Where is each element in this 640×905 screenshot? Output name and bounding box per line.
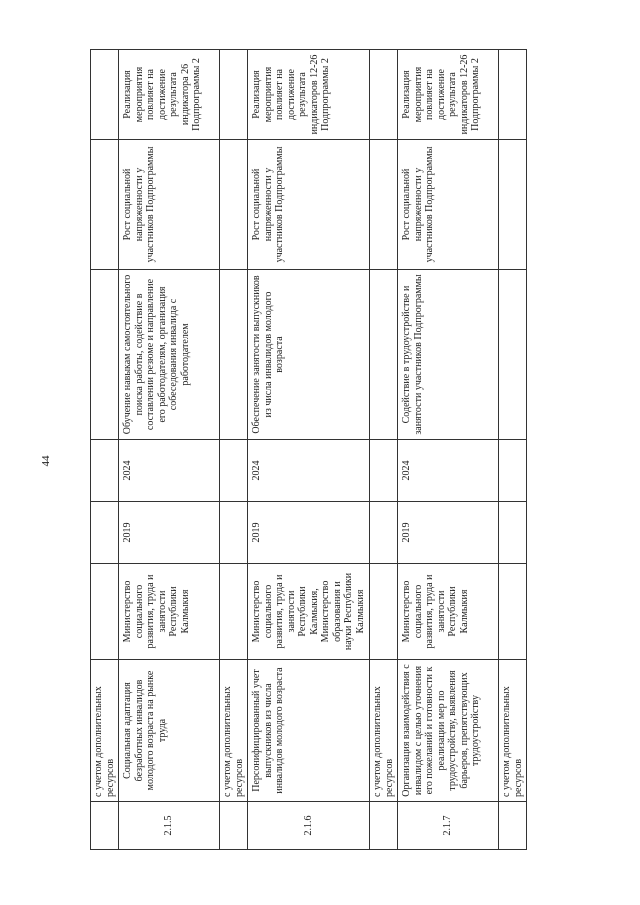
rotated-table-wrapper bbox=[90, 50, 550, 850]
executor-cell: Министерство социального развития, труда и занятости Республики Калмыкия bbox=[119, 564, 220, 660]
end-year-cell: 2024 bbox=[119, 440, 220, 502]
empty-cell bbox=[499, 502, 527, 564]
activity-name-cell: Социальная адаптация безработных инвалидов молодого возраста на рынке труда bbox=[119, 660, 220, 802]
executor-cell: Министерство социального развития, труда и занятости Республики Калмыкия bbox=[398, 564, 499, 660]
empty-cell bbox=[91, 270, 119, 440]
executor-cell: Министерство социального развития, труда и занятости Республики Калмыкия, Министерство образования и науки Республики Калмыкия bbox=[248, 564, 370, 660]
consequence-cell: Рост социальной напряженности у участников Подпрограммы bbox=[119, 140, 220, 270]
consequence-cell: Рост социальной напряженности у участников Подпрограммы bbox=[248, 140, 370, 270]
empty-cell bbox=[91, 564, 119, 660]
empty-cell bbox=[370, 270, 398, 440]
empty-cell bbox=[91, 140, 119, 270]
empty-cell bbox=[499, 270, 527, 440]
empty-cell bbox=[370, 440, 398, 502]
activity-name-cell: Персонифицированный учет выпускников из числа инвалидов молодого возраста bbox=[248, 660, 370, 802]
activity-number-cell: 2.1.6 bbox=[248, 802, 370, 850]
empty-cell bbox=[91, 502, 119, 564]
empty-cell bbox=[499, 140, 527, 270]
number-cell-empty bbox=[91, 802, 119, 850]
resource-row bbox=[91, 50, 119, 850]
activity-number-cell: 2.1.5 bbox=[119, 802, 220, 850]
resource-label: с учетом дополнительных ресурсов bbox=[370, 660, 398, 802]
empty-cell bbox=[91, 440, 119, 502]
activity-row bbox=[398, 50, 499, 850]
consequence-cell: Рост социальной напряженности у участников Подпрограммы bbox=[398, 140, 499, 270]
activity-name-cell: Организация взаимодействия с инвалидом с целью уточнения его пожеланий и готовности к реализации мер по трудоустройству, выявления барьеров, препятствующих трудоустройству bbox=[398, 660, 499, 802]
empty-cell bbox=[499, 564, 527, 660]
indicator-cell: Реализация мероприятия повлияет на достижение результата индикаторов 12-26 Подпрограммы 2 bbox=[398, 50, 499, 140]
empty-cell bbox=[220, 502, 248, 564]
empty-cell bbox=[370, 502, 398, 564]
empty-cell bbox=[370, 564, 398, 660]
number-cell-empty bbox=[370, 802, 398, 850]
indicator-cell: Реализация мероприятия повлияет на достижение результата индикаторов 12-26 Подпрограммы 2 bbox=[248, 50, 370, 140]
resource-label: с учетом дополнительных ресурсов bbox=[499, 660, 527, 802]
expected-result-cell: Обеспечение занятости выпускников из числа инвалидов молодого возраста bbox=[248, 270, 370, 440]
activities-table bbox=[90, 49, 527, 850]
empty-cell bbox=[370, 50, 398, 140]
activity-row bbox=[248, 50, 370, 850]
end-year-cell: 2024 bbox=[248, 440, 370, 502]
end-year-cell: 2024 bbox=[398, 440, 499, 502]
resource-label: с учетом дополнительных ресурсов bbox=[220, 660, 248, 802]
empty-cell bbox=[91, 50, 119, 140]
empty-cell bbox=[220, 564, 248, 660]
start-year-cell: 2019 bbox=[398, 502, 499, 564]
start-year-cell: 2019 bbox=[119, 502, 220, 564]
indicator-cell: Реализация мероприятия повлияет на достижение результата индикатора 26 Подпрограммы 2 bbox=[119, 50, 220, 140]
empty-cell bbox=[499, 50, 527, 140]
expected-result-cell: Содействие в трудоустройстве и занятости участников Подпрограммы bbox=[398, 270, 499, 440]
expected-result-cell: Обучение навыкам самостоятельного поиска работы, содействие в составлении резюме и направление его работодателям, организация собеседования инвалида с работодателем bbox=[119, 270, 220, 440]
page-number: 44 bbox=[40, 455, 52, 467]
empty-cell bbox=[220, 270, 248, 440]
empty-cell bbox=[220, 50, 248, 140]
resource-row bbox=[220, 50, 248, 850]
table-body bbox=[91, 50, 527, 850]
resource-label: с учетом дополнительных ресурсов bbox=[91, 660, 119, 802]
number-cell-empty bbox=[499, 802, 527, 850]
resource-row bbox=[499, 50, 527, 850]
activity-number-cell: 2.1.7 bbox=[398, 802, 499, 850]
empty-cell bbox=[220, 440, 248, 502]
empty-cell bbox=[220, 140, 248, 270]
number-cell-empty bbox=[220, 802, 248, 850]
empty-cell bbox=[499, 440, 527, 502]
resource-row bbox=[370, 50, 398, 850]
activity-row bbox=[119, 50, 220, 850]
empty-cell bbox=[370, 140, 398, 270]
start-year-cell: 2019 bbox=[248, 502, 370, 564]
